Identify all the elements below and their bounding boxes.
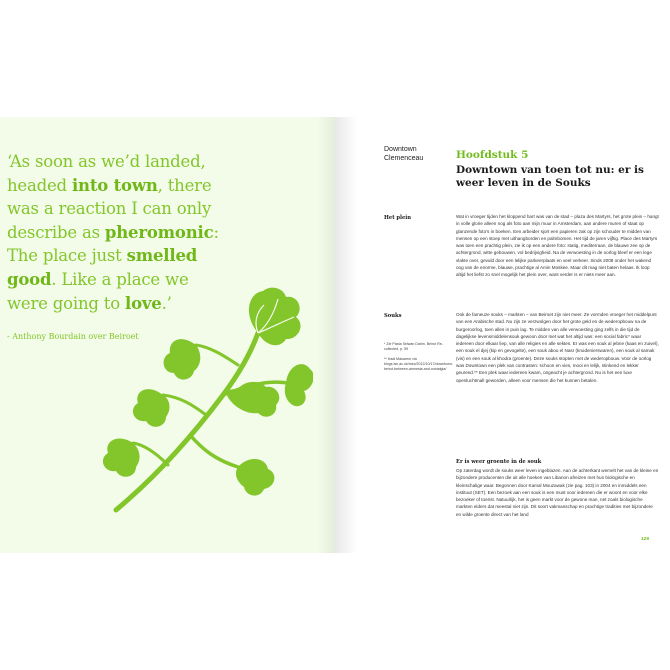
quote-line: headed into town, there <box>7 175 212 195</box>
quote-line: was a reaction I can only <box>7 199 212 219</box>
book-spread <box>0 117 670 553</box>
quote-line: describe as pheromonic: <box>7 222 219 242</box>
section-label-souks: Souks <box>384 313 402 319</box>
quote-attribution: - Anthony Bourdain over Beiroet <box>7 332 139 341</box>
paragraph-subsection: Op zaterdag wordt de souks weer leven ingeblazen. Aan de achterkant wemelt het van de kleine en bijzondere producenten die uit alle hoeken van Libanon afreizen met hun biologische en kleinschalige waar. Begonnen door Kamal Mouzawak (zie pag. 103) in 2004 en inmiddels een instituut (SET). Een bezoek aan een souk is een must voor iedereen die er woont en voor elke bezoeker of toerist. Natuurlijk, het is geen markt voor de gewone man, net zoals biologische markten elders dat meestal niet zijn. Dit soort vakmanschap en prachtige tradities met bijzondere en wilde groente direct van het land <box>456 468 659 517</box>
quote-line: The place just smelled <box>7 246 198 266</box>
cilantro-sprig-icon <box>98 285 313 515</box>
quote-line: good. Like a place we <box>7 269 189 289</box>
chapter-title: Downtown van toen tot nu: er is weer leven in de Souks <box>456 164 644 189</box>
quote-line: ‘As soon as we’d landed, <box>7 152 206 171</box>
page-number: 129 <box>641 537 650 542</box>
running-head: Downtown Clemenceau <box>384 146 424 162</box>
right-page <box>335 117 670 553</box>
chapter-label: Hoofdstuk 5 <box>456 149 529 161</box>
footnote-2: ** Hadi Makarem via blogs.lse.ac.uk/mec/2012/10/17/downtown-beirut-between-amnesia-and-nostalgia/ <box>384 357 453 371</box>
subsection-heading: Er is weer groente in de souk <box>456 459 542 465</box>
paragraph-het-plein: Wat in vroeger tijden het kloppend hart was van de stad – plaza des Martyrs, het grote plein – hangt in volle glorie alleen nog als foto aan mijn muur in Amsterdam, aan andere muren of staat op glanzende foto's in boeken. Een arbeider sjort een papieren zak op zijn schouder te midden van mensen op een stoep met uithangborden en palmbomen. Het tijd de jaren vijftig. Place des Martyrs was toen een prachtig plein, zie ik op een andere foto: statig, mediterraan, de blauwe zee op de achtergrond, witte gebouwen, vol bedrijvigheid. Na de verwoesting in de oorlog bleef er een lege vlakte over, gevuld door een lelijke parkeerplaats en veel verkeer. Sinds 2008 onder het wakend oog van de enorme, blauwe, prachtige al Amin Moskee. Maar dit mag niet baten helaas. Ik loop altijd het liefst zo snel mogelijk het plein over, want verder is er niets meer aan. <box>456 214 659 278</box>
left-page <box>0 117 335 553</box>
section-label-het-plein: Het plein <box>384 215 412 221</box>
footnote-1: * Zie Pasta Selwan Dahin, Beirut Re-collected, p. 59 <box>384 342 443 351</box>
paragraph-souks: Ook de fameuze souks – markten – van Beiroet zijn niet meer. Ze vormden vroeger het middelpunt van een Arabische stad. Nu zijn ze verzwolgen door het grote geld en de wederopbouw na de burgeroorlog, toen alles in puin lag. Te midden van alle verwoesting ging zelfs in die tijd de dagelijkse levensmiddelensouk gewoon door met wat het altijd was: een social fabric* waar iedereen door elkaar liep, van alle religies en alle sektes. Er was een souk al jebne (kaas en zuivel), een souk el djej (kip en gevogelte), een souk abou el Nasr (kruidenierswaren), een souk al samak (vis) en een souk al khodra (groente). Deze souks stopten met de wederopbouw. Voor de oorlog was Downtown een plek van contrasten: schoon en vies, mooi en lelijk, stinkend en lekker geurend.** Een plek waar iedereen kwam, ongeacht je achtergrond. Nu is het een luxe openluchtmall geworden, alleen voor mensen die het kunnen betalen. <box>456 312 659 383</box>
quote-line: were going to love.’ <box>7 293 172 313</box>
